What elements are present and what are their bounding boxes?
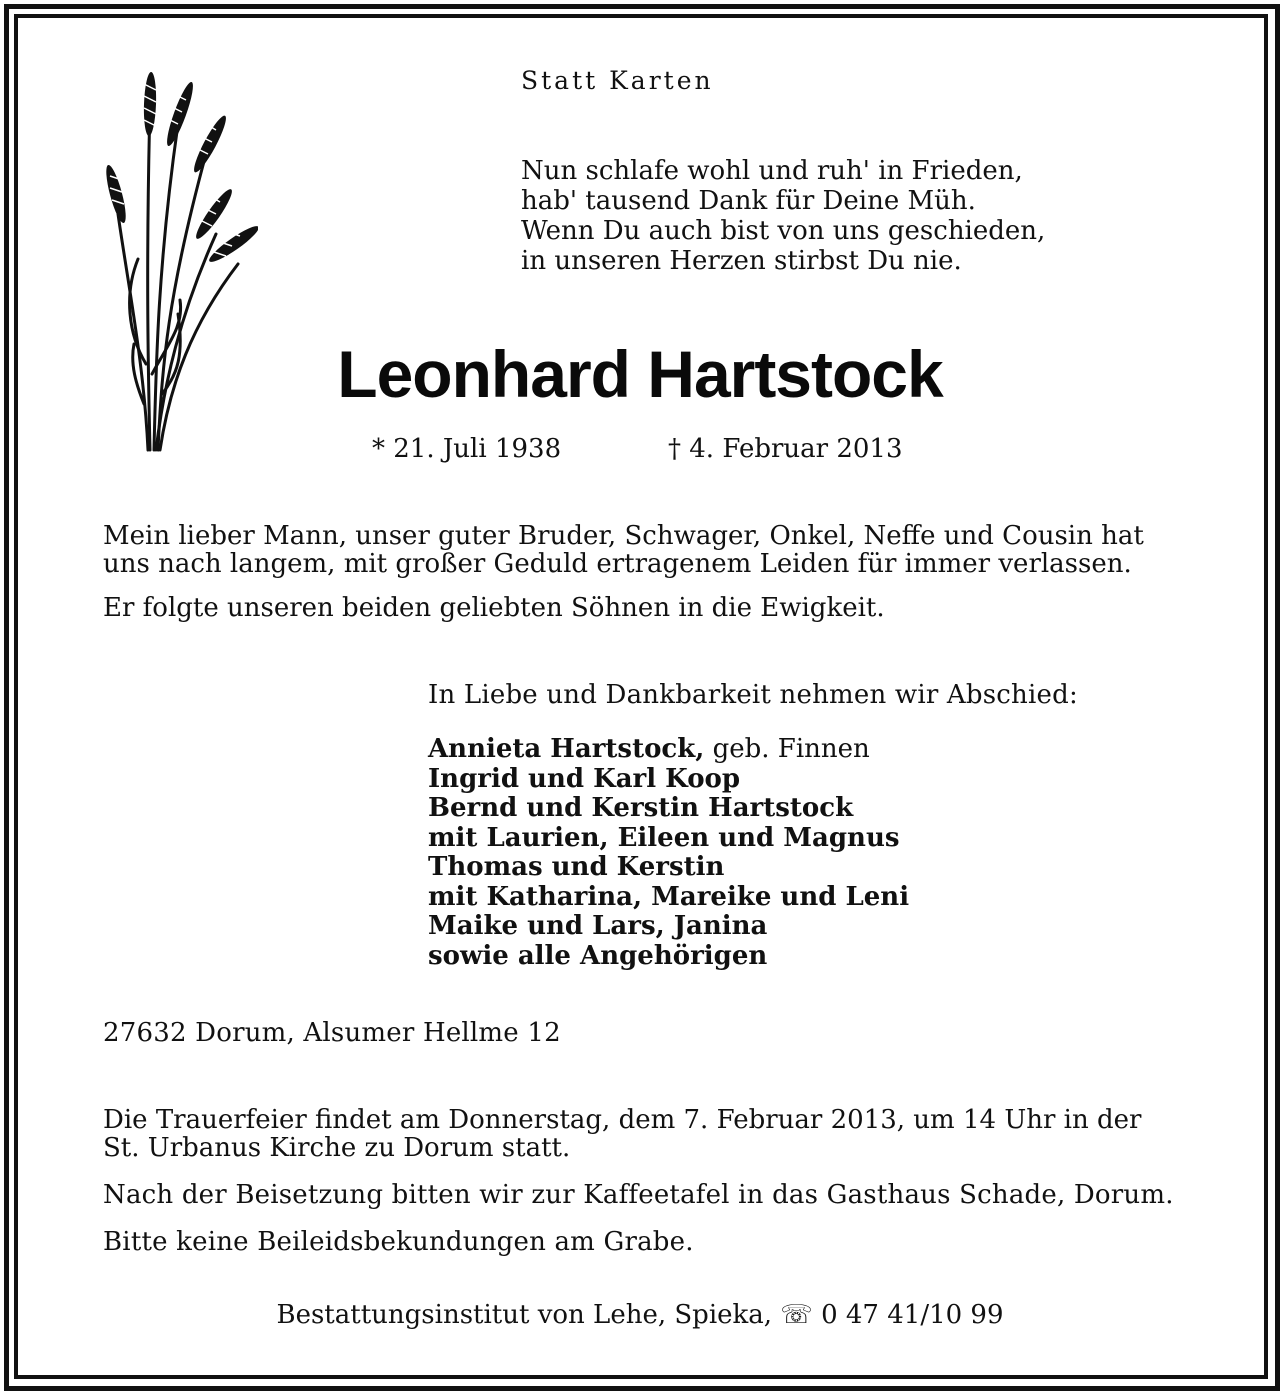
coffee-note: Nach der Beisetzung bitten wir zur Kaffeetafel in das Gasthaus Schade, Dorum. <box>103 1180 1174 1210</box>
poem-line: Nun schlafe wohl und ruh' in Frieden, <box>521 156 1023 186</box>
birth-date: * 21. Juli 1938 <box>372 434 562 464</box>
deceased-name: Leonhard Hartstock <box>337 337 943 411</box>
header-text: Statt Karten <box>521 66 714 95</box>
poem <box>521 156 1045 276</box>
address: 27632 Dorum, Alsumer Hellme 12 <box>103 1018 561 1048</box>
farewell-line: In Liebe und Dankbarkeit nehmen wir Abschied: <box>428 680 1078 710</box>
message-line: uns nach langem, mit großer Geduld ertragenem Leiden für immer verlassen. <box>103 549 1132 579</box>
poem-line: hab' tausend Dank für Deine Müh. <box>521 186 976 216</box>
signer-line <box>428 735 909 765</box>
signer-line: mit Katharina, Mareike und Leni <box>428 881 910 912</box>
poem-line: in unseren Herzen stirbst Du nie. <box>521 246 962 276</box>
funeral-paragraph <box>103 1106 1141 1162</box>
signer-name: Annieta Hartstock, <box>428 734 705 764</box>
message-paragraph <box>103 522 1144 578</box>
signer-line: Thomas und Kerstin <box>428 852 725 882</box>
signer-line: mit Laurien, Eileen und Magnus <box>428 822 900 853</box>
signer-line: Ingrid und Karl Koop <box>428 763 741 794</box>
signer-line: Bernd und Kerstin Hartstock <box>428 793 854 823</box>
signer-line: sowie alle Angehörigen <box>428 940 768 971</box>
signers-list <box>428 735 909 971</box>
message-line: Mein lieber Mann, unser guter Bruder, Schwager, Onkel, Neffe und Cousin hat <box>103 521 1144 551</box>
condolence-note: Bitte keine Beileidsbekundungen am Grabe. <box>103 1227 694 1257</box>
message-paragraph-2 <box>103 594 885 622</box>
undertaker-info: Bestattungsinstitut von Lehe, Spieka, ☏ 0 47 41/10 99 <box>276 1300 1004 1330</box>
signer-maiden-name: geb. Finnen <box>704 734 870 764</box>
poem-line: Wenn Du auch bist von uns geschieden, <box>521 216 1046 246</box>
signer-line: Maike und Lars, Janina <box>428 911 768 941</box>
death-date: † 4. Februar 2013 <box>668 434 903 464</box>
funeral-line: St. Urbanus Kirche zu Dorum statt. <box>103 1133 571 1163</box>
funeral-line: Die Trauerfeier findet am Donnerstag, dem 7. Februar 2013, um 14 Uhr in der <box>103 1105 1142 1135</box>
message-line: Er folgte unseren beiden geliebten Söhnen in die Ewigkeit. <box>103 593 885 623</box>
